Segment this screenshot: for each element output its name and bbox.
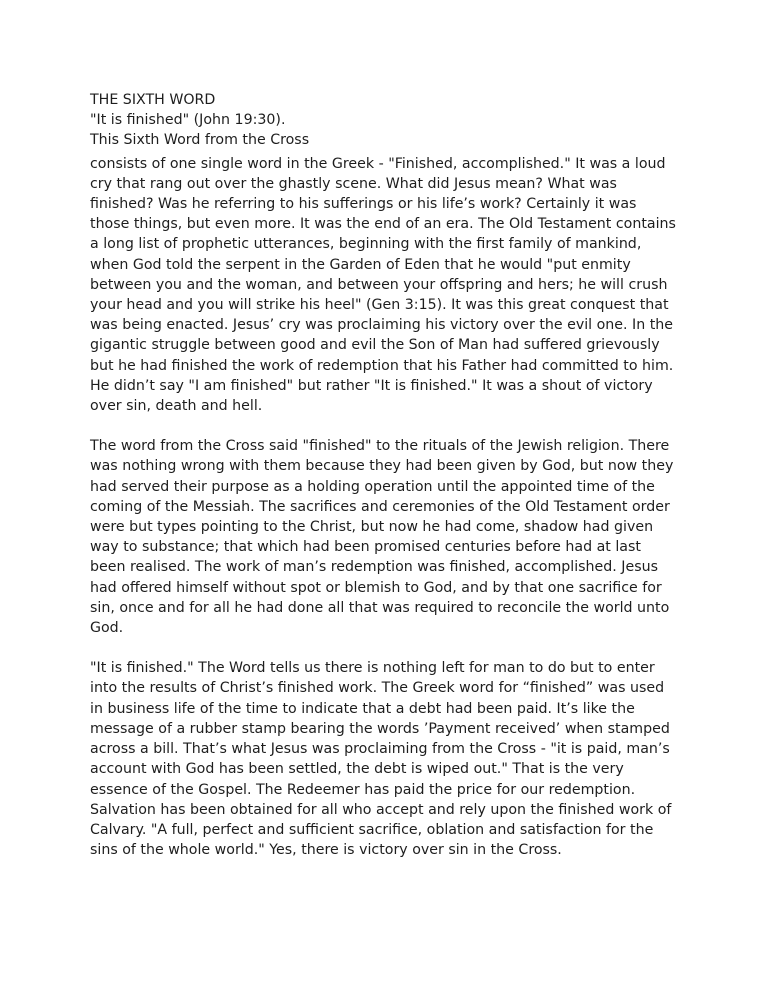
paragraph-2: The word from the Cross said "finished" to the rituals of the Jewish religion. There was nothing wrong with them because they had been given by God, but now they had served their purpose as a holding operation until the appointed time of the coming of the Messiah. The sacrifices and ceremonies of the Old Testament order were but types pointing to the Christ, but now he had come, shadow had given way to substance; that which had been promised centuries before had at last been realised. The work of man’s redemption was finished, accomplished. Jesus had offered himself without spot or blemish to God, and by that one sacrifice for sin, once and for all he had done all that was required to reconcile the world unto God. [90, 438, 674, 637]
document-body [90, 154, 680, 861]
paragraph-1: consists of one single word in the Greek - "Finished, accomplished." It was a loud cry that rang out over the ghastly scene. What did Jesus mean? What was finished? Was he referring to his sufferings or his life’s work? Certainly it was those things, but even more. It was the end of an era. The Old Testament contains a long list of prophetic utterances, beginning with the first family of mankind, when God told the serpent in the Garden of Eden that he would "put enmity between you and the woman, and between your offspring and hers; he will crush your head and you will strike his heel" (Gen 3:15). It was this great conquest that was being enacted. Jesus’ cry was proclaiming his victory over the evil one. In the gigantic struggle between good and evil the Son of Man had suffered grievously but he had finished the work of redemption that his Father had committed to him. He didn’t say "I am finished" but rather "It is finished." It was a shout of victory over sin, death and hell. [90, 155, 676, 415]
document-page [90, 90, 680, 860]
scripture-quote: "It is finished" (John 19:30). [90, 112, 286, 129]
intro-line: This Sixth Word from the Cross [90, 132, 310, 149]
document-title: THE SIXTH WORD [90, 92, 216, 108]
paragraph-3: "It is finished." The Word tells us there is nothing left for man to do but to enter into the results of Christ’s finished work. The Greek word for “finished” was used in business life of the time to indicate that a debt had been paid. It’s like the message of a rubber stamp bearing the words ’Payment received’ when stamped across a bill. That’s what Jesus was proclaiming from the Cross - "it is paid, man’s account with God has been settled, the debt is wiped out." That is the very essence of the Gospel. The Redeemer has paid the price for our redemption. Salvation has been obtained for all who accept and rely upon the finished work of Calvary. "A full, perfect and sufficient sacrifice, oblation and satisfaction for the sins of the whole world." Yes, there is victory over sin in the Cross. [90, 660, 672, 859]
heading-block [90, 90, 680, 151]
